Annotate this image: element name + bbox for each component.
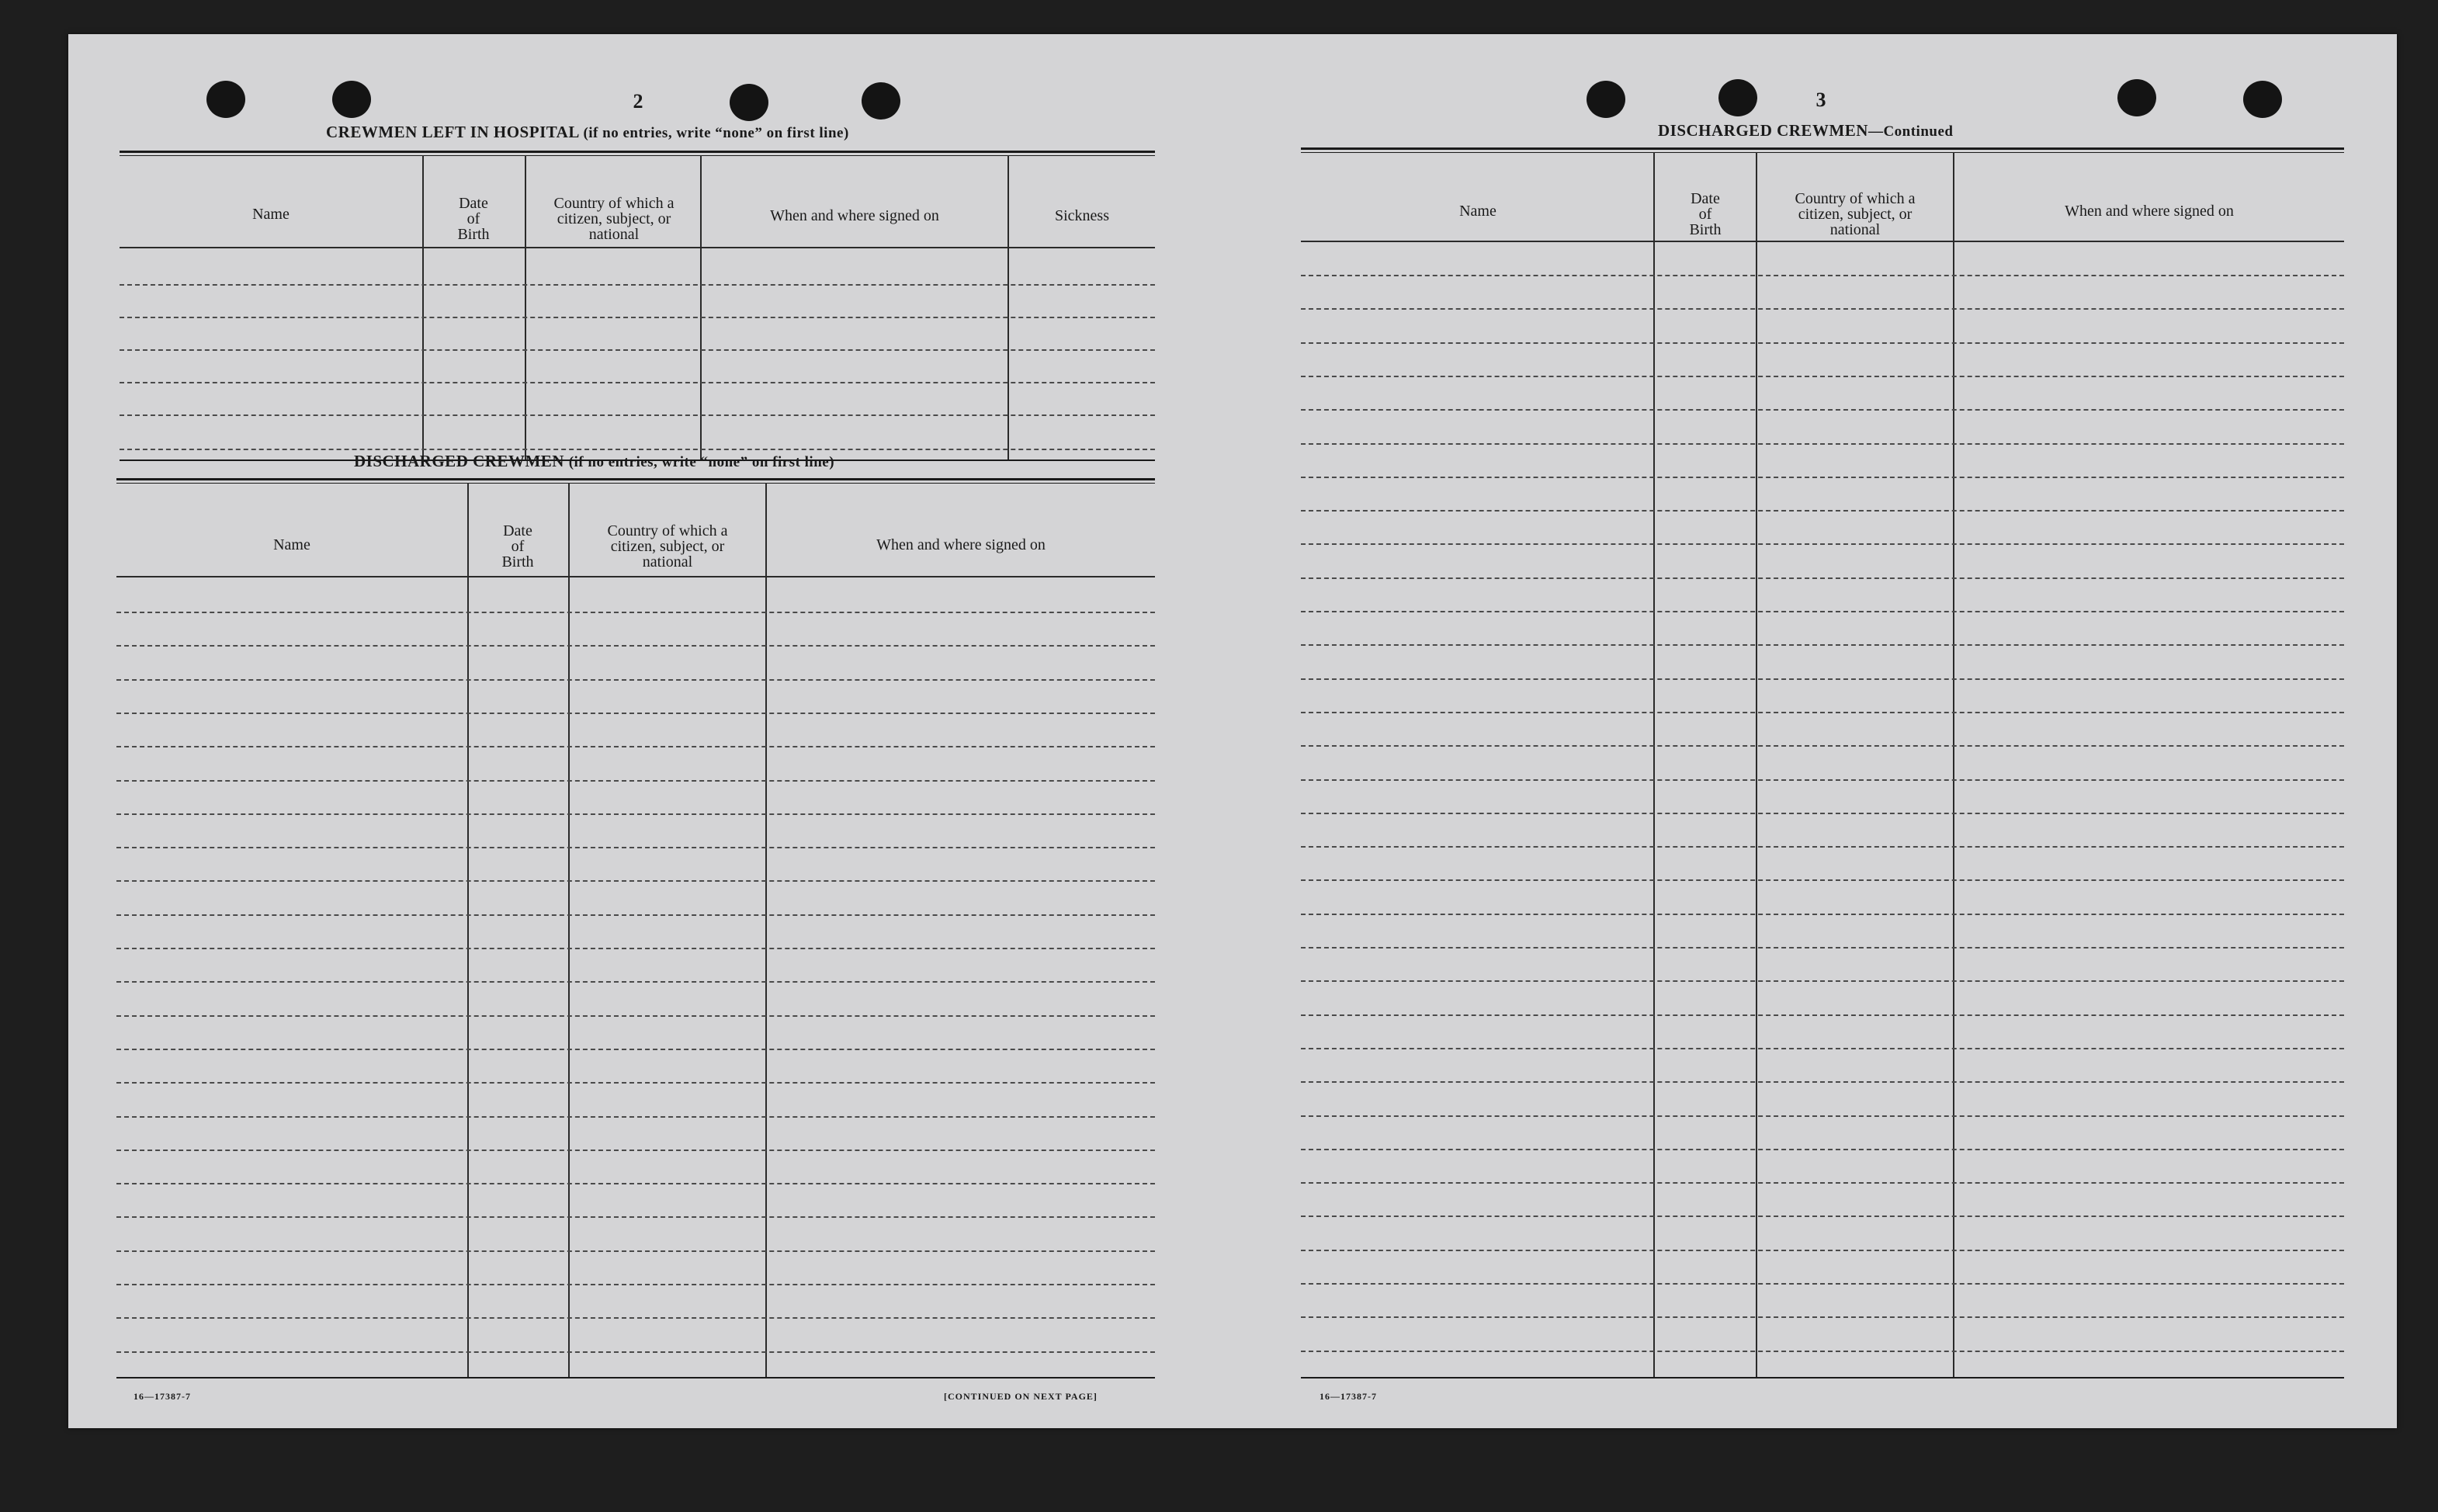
entry-line <box>116 948 1155 949</box>
entry-line <box>116 1049 1155 1050</box>
discharged-col-signed: When and where signed on <box>876 536 1046 553</box>
discharged-cont-col-country: Country of which a citizen, subject, or national <box>1795 190 1916 238</box>
entry-line <box>1301 1250 2344 1251</box>
discharged-table <box>116 478 1155 1378</box>
punch-hole <box>332 81 371 118</box>
hospital-col-country: Country of which a citizen, subject, or national <box>553 195 675 243</box>
punch-hole <box>1587 81 1625 118</box>
discharged-cont-col-signed: When and where signed on <box>2065 203 2234 220</box>
entry-line <box>1301 342 2344 344</box>
entry-line <box>1301 678 2344 680</box>
entry-line <box>116 1317 1155 1319</box>
entry-line <box>116 880 1155 882</box>
discharged-cont-subtitle: —Continued <box>1868 123 1954 140</box>
entry-line <box>1301 1316 2344 1318</box>
discharged-section-title <box>354 452 834 471</box>
hospital-col-name: Name <box>252 206 290 223</box>
entry-line <box>1301 745 2344 747</box>
discharged-col-name: Name <box>273 536 310 553</box>
punch-hole <box>2243 81 2282 118</box>
entry-line <box>1301 644 2344 646</box>
entry-line <box>1301 813 2344 814</box>
entry-line <box>1301 1014 2344 1016</box>
discharged-cont-table <box>1301 147 2344 1378</box>
footer-form-code-right: 16—17387-7 <box>1320 1391 1377 1402</box>
entry-line <box>1301 409 2344 411</box>
hospital-section-title <box>326 123 849 142</box>
entry-line <box>1301 1182 2344 1184</box>
entry-line <box>116 1216 1155 1218</box>
page-number-right: 3 <box>1815 88 1826 111</box>
entry-line <box>116 914 1155 916</box>
entry-line <box>116 813 1155 815</box>
hospital-col-sickness: Sickness <box>1055 207 1109 224</box>
discharged-col-dob: Date of Birth <box>501 522 534 570</box>
entry-line <box>1301 443 2344 445</box>
punch-hole <box>730 84 768 121</box>
discharged-title: DISCHARGED CREWMEN <box>354 452 564 470</box>
punch-hole <box>206 81 245 118</box>
entry-line <box>116 746 1155 747</box>
footer-continued: [CONTINUED ON NEXT PAGE] <box>944 1391 1098 1402</box>
entry-line <box>1301 712 2344 713</box>
entry-line <box>116 1150 1155 1151</box>
entry-line <box>1301 376 2344 377</box>
punch-hole <box>2117 79 2156 116</box>
entry-line <box>116 1351 1155 1353</box>
punch-hole <box>862 82 900 120</box>
entry-line <box>116 847 1155 848</box>
discharged-cont-col-name: Name <box>1459 203 1496 220</box>
entry-line <box>1301 1048 2344 1049</box>
entry-line <box>1301 308 2344 310</box>
entry-line <box>1301 1215 2344 1217</box>
entry-line <box>1301 275 2344 276</box>
entry-line <box>116 1250 1155 1252</box>
entry-line <box>116 1082 1155 1084</box>
entry-line <box>116 1183 1155 1184</box>
entry-line <box>116 780 1155 782</box>
entry-line <box>116 1284 1155 1285</box>
hospital-title: CREWMEN LEFT IN HOSPITAL <box>326 123 579 141</box>
footer-form-code-left: 16—17387-7 <box>134 1391 191 1402</box>
discharged-cont-section-title <box>1658 121 1953 140</box>
entry-line <box>116 645 1155 647</box>
manifest-paper <box>68 34 2397 1428</box>
punch-hole <box>1718 79 1757 116</box>
page-number-left: 2 <box>633 90 643 113</box>
hospital-table <box>120 151 1155 461</box>
discharged-note: (if no entries, write “none” on first line) <box>568 454 835 470</box>
discharged-cont-title: DISCHARGED CREWMEN <box>1658 121 1868 140</box>
entry-line <box>1301 779 2344 781</box>
entry-line <box>116 713 1155 714</box>
entry-line <box>1301 980 2344 982</box>
discharged-col-country: Country of which a citizen, subject, or national <box>607 522 728 570</box>
hospital-col-dob: Date of Birth <box>457 195 490 243</box>
entry-line <box>1301 1081 2344 1083</box>
entry-line <box>116 679 1155 681</box>
hospital-col-signed: When and where signed on <box>770 207 939 224</box>
entry-line <box>1301 477 2344 478</box>
entry-line <box>116 1116 1155 1118</box>
entry-line <box>1301 1115 2344 1117</box>
entry-line <box>1301 879 2344 881</box>
entry-line <box>1301 510 2344 512</box>
entry-line <box>1301 1351 2344 1352</box>
entry-line <box>116 612 1155 613</box>
hospital-note: (if no entries, write “none” on first line) <box>583 125 849 141</box>
entry-line <box>1301 611 2344 612</box>
entry-line <box>1301 914 2344 915</box>
entry-line <box>1301 1283 2344 1285</box>
entry-line <box>1301 577 2344 579</box>
entry-line <box>1301 947 2344 948</box>
entry-line <box>1301 1149 2344 1150</box>
entry-line <box>1301 543 2344 545</box>
entry-line <box>116 1015 1155 1017</box>
entry-line <box>116 981 1155 983</box>
discharged-cont-col-dob: Date of Birth <box>1689 190 1722 238</box>
entry-line <box>1301 846 2344 848</box>
